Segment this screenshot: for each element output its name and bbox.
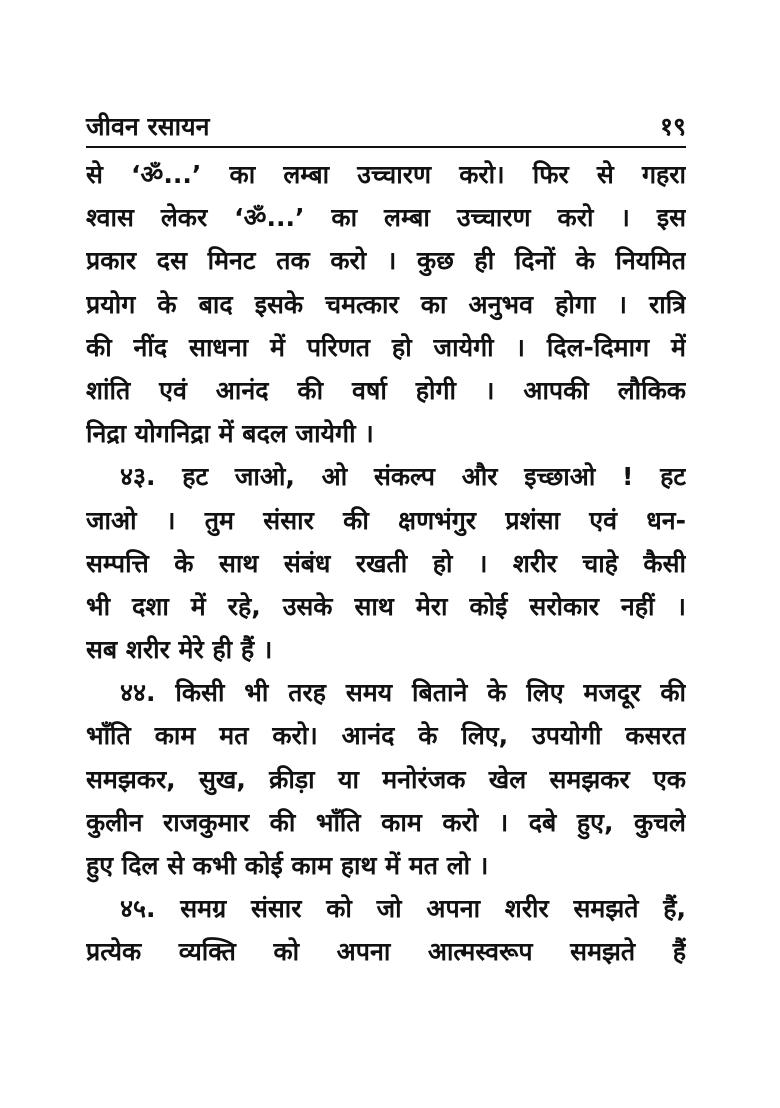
- text-line: सम्पत्ति के साथ संबंध रखती हो । शरीर चाहे कैसी: [86, 548, 686, 578]
- body-text: [86, 153, 686, 974]
- text-line: की नींद साधना में परिणत हो जायेगी । दिल-दिमाग में: [86, 332, 686, 362]
- book-title: जीवन रसायन: [86, 112, 210, 141]
- text-line: प्रकार दस मिनट तक करो । कुछ ही दिनों के नियमित: [86, 246, 686, 276]
- paragraph-45-start: ४५. समग्र संसार को जो अपना शरीर समझते हैं,: [120, 894, 686, 924]
- page-number: १९: [659, 112, 686, 141]
- paragraph-44-start: ४४. किसी भी तरह समय बिताने के लिए मजदूर की: [120, 678, 686, 708]
- text-line: सब शरीर मेरे ही हैं ।: [86, 635, 273, 665]
- text-line: भाँति काम मत करो। आनंद के लिए, उपयोगी कसरत: [86, 721, 686, 751]
- text-line: निद्रा योगनिद्रा में बदल जायेगी ।: [86, 419, 374, 449]
- text-line: प्रत्येक व्यक्ति को अपना आत्मस्वरूप समझते हैं: [86, 937, 686, 967]
- running-header: [86, 110, 686, 146]
- text-line: कुलीन राजकुमार की भाँति काम करो । दबे हुए, कुचले: [86, 807, 686, 837]
- text-line: श्वास लेकर ‘ॐ...’ का लम्बा उच्चारण करो । इस: [86, 203, 686, 233]
- paragraph-43-start: ४३. हट जाओ, ओ संकल्प और इच्छाओ ! हट: [120, 462, 686, 492]
- text-line: जाओ । तुम संसार की क्षणभंगुर प्रशंसा एवं धन-: [86, 505, 686, 535]
- text-line: शांति एवं आनंद की वर्षा होगी । आपकी लौकिक: [86, 375, 686, 405]
- text-line: समझकर, सुख, क्रीड़ा या मनोरंजक खेल समझकर एक: [86, 764, 686, 794]
- text-line: प्रयोग के बाद इसके चमत्कार का अनुभव होगा । रात्रि: [86, 289, 686, 319]
- header-rule: [86, 146, 686, 148]
- text-line: हुए दिल से कभी कोई काम हाथ में मत लो ।: [86, 851, 489, 880]
- text-line: से ‘ॐ...’ का लम्बा उच्चारण करो। फिर से गहरा: [86, 160, 686, 189]
- text-line: भी दशा में रहे, उसके साथ मेरा कोई सरोकार नहीं ।: [86, 591, 686, 621]
